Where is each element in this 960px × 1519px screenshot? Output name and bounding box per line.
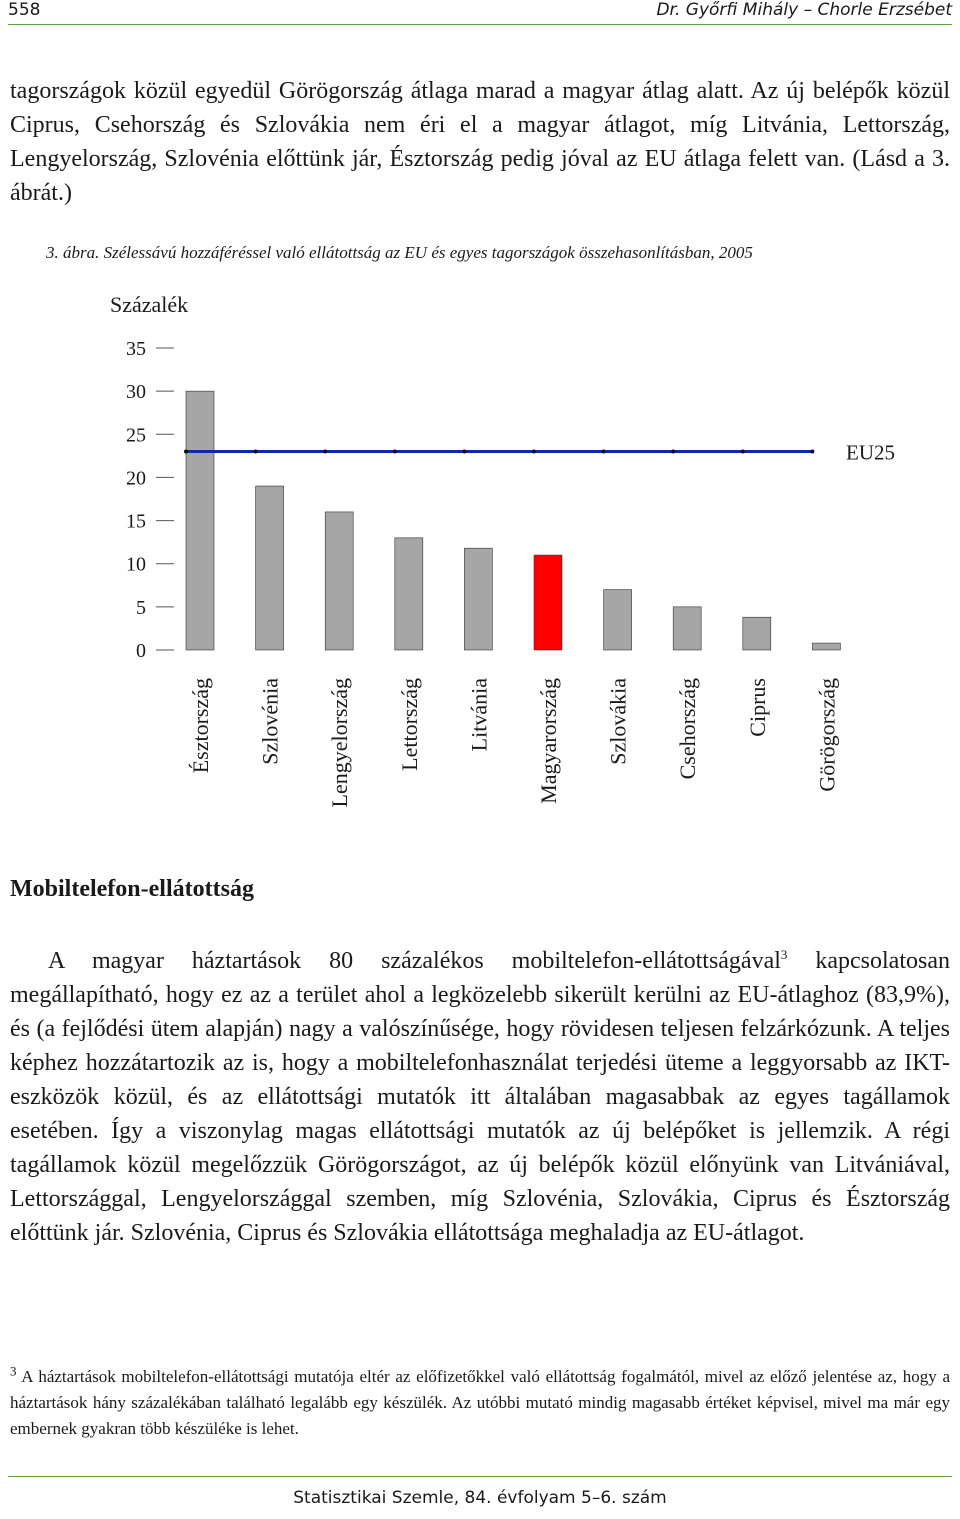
bar-5 <box>534 555 562 650</box>
eu25-point <box>602 450 606 454</box>
y-axis <box>126 338 174 662</box>
x-tick-label: Görögország <box>814 678 840 792</box>
y-axis-label: Százalék <box>110 292 189 317</box>
eu25-point <box>532 450 536 454</box>
eu25-reference-line <box>184 441 895 465</box>
paragraph-part-2: kapcsolatosan megállapítható, hogy ez az a terület ahol a legközelebb sikerült kerülni az EU-átlaghoz (83,9%), és (a fejlődési ütem alapján) nagy a valószínűsége, hogy rövidesen teljesen felzárkózunk. A teljes képhez hozzátartozik az is, hogy a mobiltelefonhasználat terjedési üteme a leggyorsabb az IKT-eszközök közül, és az ellátottsági mutatók itt általában magasabbak az egyes tagállamok esetében. Így a viszonylag magas ellátottsági mutatók az új belépőket is jellemzik. A régi tagállamok közül megelőzzük Görögországot, az új belépők közül előnyünk van Litvániával, Lettországgal, Lengyelországgal szemben, míg Szlovénia, Szlovákia, Ciprus és Észtország előttünk jár. Szlovénia, Ciprus és Szlovákia ellátottsága meghaladja az EU-átlagot. <box>10 948 950 1246</box>
header-rule <box>8 24 952 25</box>
figure-number: 3. ábra. <box>46 243 100 262</box>
eu25-point <box>393 450 397 454</box>
eu25-point <box>810 450 814 454</box>
eu25-point <box>741 450 745 454</box>
bar-8 <box>743 617 771 650</box>
bars-group <box>186 391 840 650</box>
footer-journal: Statisztikai Szemle, 84. évfolyam 5–6. szám <box>293 1488 667 1508</box>
bar-9 <box>812 643 840 650</box>
bar-2 <box>325 512 353 650</box>
intro-paragraph: tagországok közül egyedül Görögország átlaga marad a magyar átlag alatt. Az új belépők közül Ciprus, Csehország és Szlovákia nem éri el a magyar átlagot, míg Litvánia, Lettország, Lengyelország, Szlovénia előttünk jár, Észtország pedig jóval az EU átlaga felett van. (Lásd a 3. ábrát.) <box>10 78 950 206</box>
bar-4 <box>464 548 492 650</box>
footnote-marker: 3 <box>10 1363 17 1379</box>
footer-rule <box>8 1476 952 1477</box>
bar-0 <box>186 391 214 650</box>
figure-caption-text: Szélessávú hozzáféréssel való ellátottság az EU és egyes tagországok összehasonlításban, 2005 <box>103 243 753 262</box>
footnote <box>10 1364 950 1442</box>
x-tick-label: Csehország <box>675 678 701 780</box>
mobile-paragraph <box>10 944 950 1250</box>
x-tick-label: Lettország <box>396 678 422 771</box>
section-heading: Mobiltelefon-ellátottság <box>10 876 254 902</box>
eu25-label: EU25 <box>846 440 895 465</box>
bar-6 <box>604 590 632 650</box>
y-tick-label: 25 <box>126 424 146 447</box>
y-tick-label: 0 <box>136 640 146 662</box>
x-axis-labels <box>188 678 839 808</box>
y-tick-label: 10 <box>126 553 146 576</box>
figure-caption <box>46 243 926 263</box>
paragraph-part-1: A magyar háztartások 80 százalékos mobiltelefon-ellátottságával <box>48 948 781 974</box>
running-head-authors: Dr. Győrfi Mihály – Chorle Erzsébet <box>656 0 952 20</box>
x-tick-label: Szlovénia <box>257 678 283 765</box>
eu25-point <box>671 450 675 454</box>
y-tick-label: 20 <box>126 467 146 490</box>
x-tick-label: Magyarország <box>536 678 561 804</box>
x-tick-label: Szlovákia <box>605 678 631 765</box>
x-tick-label: Lengyelország <box>327 678 353 808</box>
eu25-point <box>462 450 466 454</box>
eu25-point <box>323 450 327 454</box>
x-tick-label: Litvánia <box>466 678 492 752</box>
x-tick-label: Ciprus <box>744 678 770 737</box>
bar-1 <box>256 486 284 650</box>
y-tick-label: 15 <box>126 510 146 533</box>
footnote-text: A háztartások mobiltelefon-ellátottsági mutatója eltér az előfizetőkkel való ellátottság fogalmától, mivel az előző jelentése az, hogy a háztartások hány százalékában található legalább egy készülék. Az utóbbi mutató mindig magasabb értéket képvisel, mivel ma már egy embernek gyakran több készüléke is lehet. <box>10 1367 950 1438</box>
y-tick-label: 35 <box>126 338 146 360</box>
footnote-ref: 3 <box>780 947 788 962</box>
broadband-bar-chart <box>0 280 960 840</box>
page-number: 558 <box>8 0 41 20</box>
eu25-point <box>184 450 188 454</box>
eu25-point <box>254 450 258 454</box>
y-tick-label: 5 <box>136 596 146 619</box>
y-tick-label: 30 <box>126 381 146 404</box>
x-tick-label: Észtország <box>188 678 213 774</box>
bar-7 <box>673 607 701 650</box>
bar-3 <box>395 538 423 650</box>
